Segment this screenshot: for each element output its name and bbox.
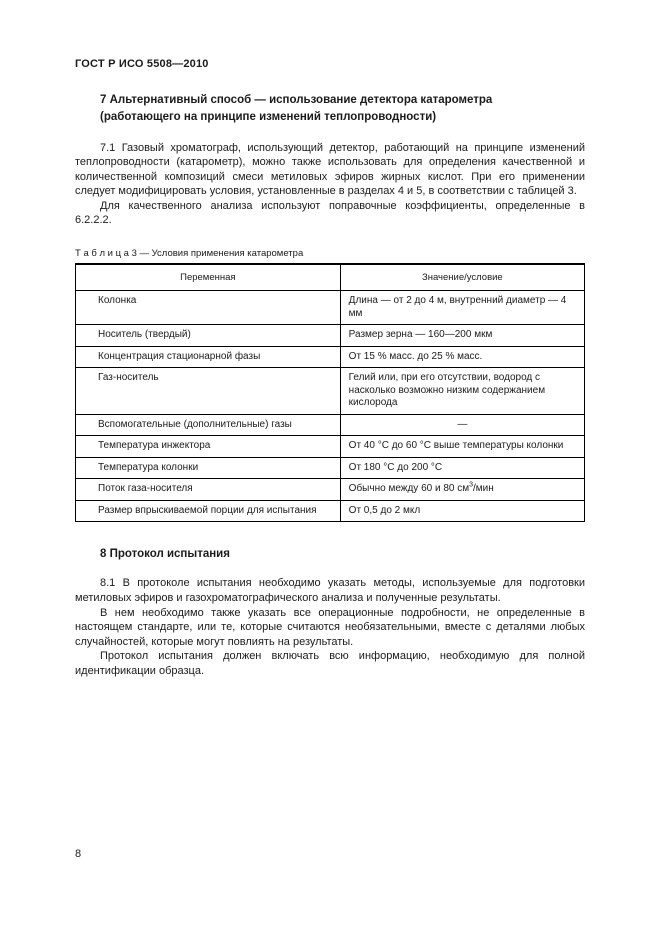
cell-value: Гелий или, при его отсутствии, водород с насколько возможно низким содержанием кислорода — [340, 368, 584, 415]
table-row — [76, 457, 585, 479]
cell-value — [340, 479, 584, 501]
table-row — [76, 479, 585, 501]
paragraph-8-3: Протокол испытания должен включать всю информацию, необходимую для полной идентификации образца. — [75, 650, 585, 677]
table-row — [76, 436, 585, 458]
cell-value: — — [340, 414, 584, 436]
cell-value: От 15 % масс. до 25 % масс. — [340, 346, 584, 368]
superscript-3: 3 — [469, 482, 474, 490]
paragraph-8-2: В нем необходимо также указать все операционные подробности, не определенные в настоящем стандарте, или те, которые считаются необязательными, вместе с деталями любых случайностей, которые могут повлиять на результаты. — [75, 606, 585, 648]
paragraph-8-1: 8.1 В протоколе испытания необходимо указать методы, используемые для подготовки метиловых эфиров и газохроматографического анализа и полученные результаты. — [75, 577, 585, 604]
cell-variable: Вспомогательные (дополнительные) газы — [76, 414, 341, 436]
cell-variable: Колонка — [76, 291, 341, 325]
cell-value: От 0,5 до 2 мкл — [340, 500, 584, 522]
section-7-heading — [75, 92, 585, 127]
section-8-heading: 8 Протокол испытания — [100, 548, 230, 561]
cell-variable: Поток газа-носителя — [76, 479, 341, 501]
table-row — [76, 346, 585, 368]
column-header-variable: Переменная — [76, 264, 341, 291]
cell-value: Длина — от 2 до 4 м, внутренний диаметр — 4 мм — [340, 291, 584, 325]
table-header-row — [76, 264, 585, 291]
cell-variable: Температура инжектора — [76, 436, 341, 458]
table-row — [76, 500, 585, 522]
cell-variable: Носитель (твердый) — [76, 325, 341, 347]
cell-variable: Размер впрыскиваемой порции для испытания — [76, 500, 341, 522]
column-header-value: Значение/условие — [340, 264, 584, 291]
cell-value: От 180 °С до 200 °С — [340, 457, 584, 479]
cell-value: Размер зерна — 160—200 мкм — [340, 325, 584, 347]
section-7-heading-line-1: 7 Альтернативный способ — использование детектора катарометра — [100, 94, 493, 106]
table-3-caption: Т а б л и ц а 3 — Условия применения катарометра — [75, 247, 304, 259]
section-7-heading-line-2: (работающего на принципе изменений теплопроводности) — [100, 111, 437, 124]
table-row — [76, 325, 585, 347]
cell-value: От 40 °С до 60 °С выше температуры колонки — [340, 436, 584, 458]
table-row — [76, 368, 585, 415]
value-text: /мин — [473, 483, 494, 495]
cell-variable: Концентрация стационарной фазы — [76, 346, 341, 368]
table-row — [76, 291, 585, 325]
paragraph-7-1: 7.1 Газовый хроматограф, использующий детектор, работающий на принципе изменений теплопроводности (катарометр), можно также использовать для определения качественной и количественной композиций смеси метиловых эфиров жирных кислот. При его применении следует модифицировать условия, установленные в разделах 4 и 5, в соответствии с таблицей 3. — [75, 141, 585, 198]
cell-variable: Газ-носитель — [76, 368, 341, 415]
page-number: 8 — [75, 848, 82, 860]
value-text: Обычно между 60 и 80 см — [348, 483, 470, 495]
paragraph-7-2: Для качественного анализа используют поправочные коэффициенты, определенные в 6.2.2.2. — [75, 199, 585, 227]
table-3 — [75, 263, 585, 523]
table-row — [76, 414, 585, 436]
document-code: ГОСТ Р ИСО 5508—2010 — [75, 58, 209, 70]
cell-variable: Температура колонки — [76, 457, 341, 479]
